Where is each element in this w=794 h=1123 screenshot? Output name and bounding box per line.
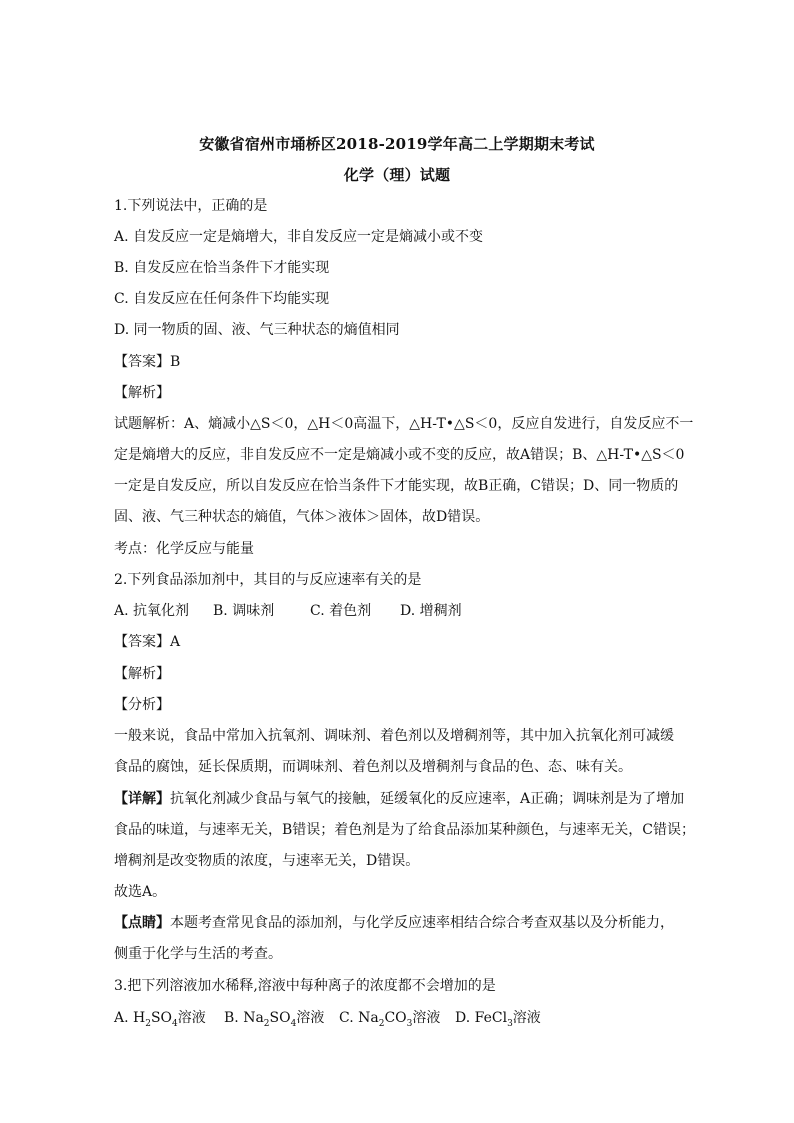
q2-fenxi-line-1: 一般来说，食品中常加入抗氧剂、调味剂、着色剂以及增稠剂等，其中加入抗氧化剂可减缓: [114, 728, 674, 744]
q1-analysis-line-1: 试题解析：A、熵减小△S＜0，△H＜0高温下，△H-T•△S＜0，反应自发进行，自发反应不一: [114, 416, 694, 432]
q3-option-c: C. $Na_2CO_3$溶液: [339, 1010, 441, 1029]
q2-option-a: A. 抗氧化剂: [114, 603, 190, 619]
q2-dianjing-line-2: 侧重于化学与生活的考查。: [114, 946, 282, 962]
q2-option-b: B. 调味剂: [213, 603, 275, 619]
q2-xiangjie-line-1: [114, 790, 684, 808]
q2-dianjing-text-1: 本题考查常见食品的添加剂，与化学反应速率相结合综合考查双基以及分析能力，: [170, 915, 674, 931]
q3-option-d: D. FeCl$_3$溶液: [455, 1010, 541, 1029]
q2-conclusion: 故选A。: [114, 884, 167, 900]
q3-option-b: B. $Na_2SO_4$溶液: [224, 1010, 325, 1029]
q1-option-a: A. 自发反应一定是熵增大，非自发反应一定是熵减小或不变: [114, 229, 484, 245]
q3-option-a: A. $H_2SO_4$溶液: [114, 1010, 206, 1029]
q1-kaodian: 考点：化学反应与能量: [114, 541, 254, 557]
q2-fenxi-line-2: 食品的腐蚀，延长保质期，而调味剂、着色剂以及增稠剂与食品的色、态、味有关。: [114, 759, 632, 775]
q2-fenxi-label: 【分析】: [114, 697, 170, 713]
q2-analysis-label: 【解析】: [114, 666, 170, 682]
q1-analysis-line-4: 固、液、气三种状态的熵值，气体＞液体＞固体，故D错误。: [114, 509, 490, 525]
q2-xiangjie-line-2: 食品的味道，与速率无关，B错误；着色剂是为了给食品添加某种颜色，与速率无关，C错误；: [114, 822, 695, 838]
q1-option-d: D. 同一物质的固、液、气三种状态的熵值相同: [114, 322, 400, 338]
q2-answer: 【答案】A: [114, 634, 181, 650]
q2-dianjing-label: 【点睛】: [114, 915, 170, 931]
q2-stem: 2.下列食品添加剂中，其目的与反应速率有关的是: [114, 572, 422, 588]
q2-xiangjie-line-3: 增稠剂是改变物质的浓度，与速率无关，D错误。: [114, 853, 420, 869]
q3-stem: 3.把下列溶液加水稀释,溶液中每种离子的浓度都不会增加的是: [114, 978, 496, 994]
q1-option-b: B. 自发反应在恰当条件下才能实现: [114, 260, 330, 276]
q2-dianjing-line-1: [114, 914, 684, 932]
q1-answer: 【答案】B: [114, 354, 181, 370]
q2-option-d: D. 增稠剂: [400, 603, 462, 619]
q1-analysis-label: 【解析】: [114, 385, 170, 401]
exam-title: 安徽省宿州市埇桥区2018-2019学年高二上学期期末考试: [199, 135, 595, 153]
q1-stem: 1.下列说法中，正确的是: [114, 198, 268, 214]
q2-xiangjie-label: 【详解】: [114, 791, 170, 807]
exam-subtitle: 化学（理）试题: [343, 166, 451, 184]
q1-option-c: C. 自发反应在任何条件下均能实现: [114, 291, 330, 307]
q3-options-row: [114, 1009, 684, 1033]
q1-analysis-line-2: 定是熵增大的反应，非自发反应不一定是熵减小或不变的反应，故A错误；B、△H-T•△S＜0: [114, 447, 685, 463]
q2-xiangjie-text-1: 抗氧化剂减少食品与氧气的接触，延缓氧化的反应速率，A正确；调味剂是为了增加: [170, 791, 685, 807]
q1-analysis-line-3: 一定是自发反应，所以自发反应在恰当条件下才能实现，故B正确，C错误；D、同一物质的: [114, 478, 679, 494]
q2-option-c: C. 着色剂: [310, 603, 372, 619]
q2-options-row: [114, 602, 684, 620]
